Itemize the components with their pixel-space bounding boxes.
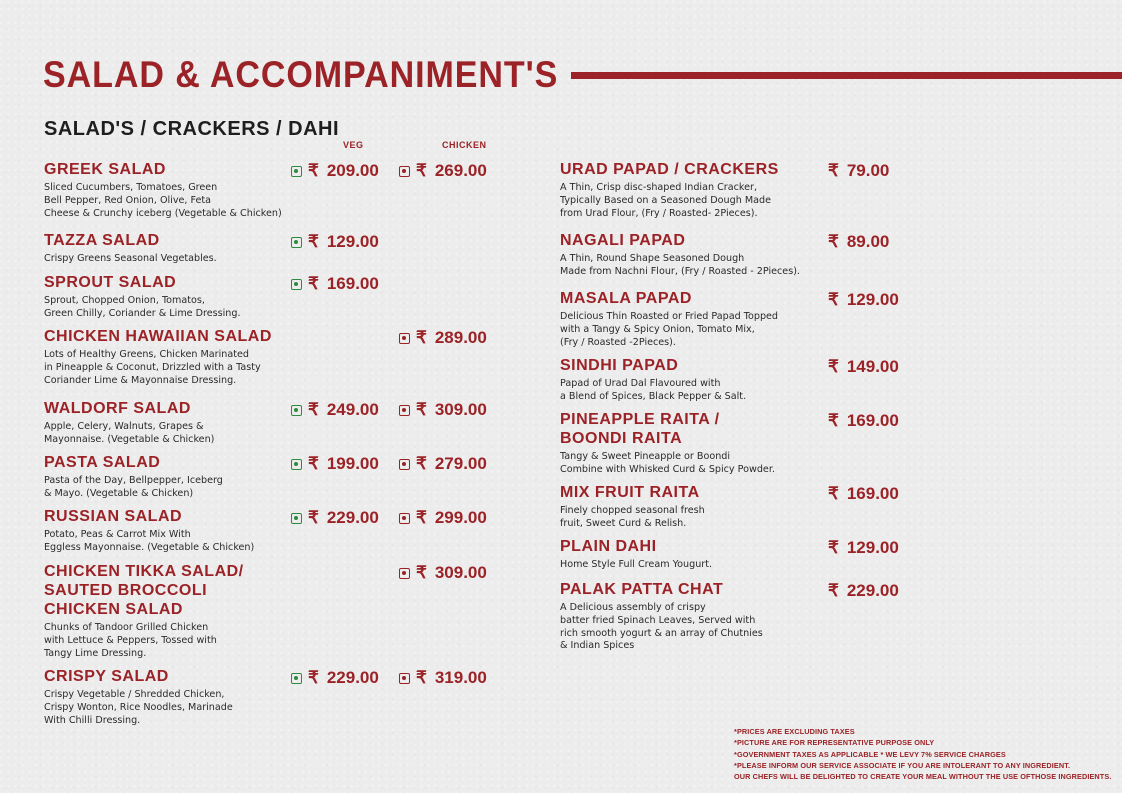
rupee-icon: ₹ bbox=[308, 454, 319, 473]
rupee-icon: ₹ bbox=[308, 508, 319, 527]
menu-item-name: WALDORF SALAD bbox=[44, 400, 191, 417]
rupee-icon: ₹ bbox=[416, 454, 427, 473]
veg-icon bbox=[291, 237, 302, 248]
menu-item bbox=[560, 231, 820, 279]
menu-item-name: PALAK PATTA CHAT bbox=[560, 581, 724, 598]
price-value: 209.00 bbox=[326, 161, 379, 180]
rupee-icon: ₹ bbox=[308, 274, 319, 293]
section-heading: SALAD'S / CRACKERS / DAHI bbox=[44, 118, 340, 140]
chicken-icon bbox=[399, 166, 410, 177]
chicken-price bbox=[399, 454, 487, 473]
price-value: 79.00 bbox=[846, 161, 890, 180]
rupee-icon: ₹ bbox=[308, 232, 319, 251]
footnote: OUR CHEFS WILL BE DELIGHTED TO CREATE YOUR MEAL WITHOUT THE USE OFTHOSE INGREDIENTS. bbox=[734, 772, 1112, 782]
rupee-icon: ₹ bbox=[828, 232, 839, 251]
rupee-icon: ₹ bbox=[416, 328, 427, 347]
price-value: 269.00 bbox=[434, 161, 487, 180]
menu-item-name: GREEK SALAD bbox=[44, 161, 166, 178]
footnote: *GOVERNMENT TAXES AS APPLICABLE * WE LEVY 7% SERVICE CHARGES bbox=[734, 749, 1006, 759]
menu-item-description: Home Style Full Cream Yougurt. bbox=[560, 559, 713, 570]
menu-item-name: RUSSIAN SALAD bbox=[44, 508, 183, 525]
price-value: 249.00 bbox=[326, 400, 379, 419]
veg-icon bbox=[291, 405, 302, 416]
menu-item-description: Potato, Peas & Carrot Mix With Eggless Mayonnaise. (Vegetable & Chicken) bbox=[44, 529, 255, 553]
menu-item bbox=[560, 580, 820, 653]
menu-item bbox=[44, 507, 294, 555]
price-value: 309.00 bbox=[434, 563, 487, 582]
menu-item-name: SPROUT SALAD bbox=[44, 274, 177, 291]
menu-item-name: MIX FRUIT RAITA bbox=[560, 484, 700, 501]
title-rule bbox=[571, 72, 1122, 79]
menu-item bbox=[44, 231, 294, 266]
price-value: 169.00 bbox=[326, 274, 379, 293]
menu-item bbox=[44, 327, 294, 387]
chicken-icon bbox=[399, 673, 410, 684]
chicken-price bbox=[399, 328, 487, 347]
veg-icon bbox=[291, 513, 302, 524]
menu-item-description: Tangy & Sweet Pineapple or Boondi Combine with Whisked Curd & Spicy Powder. bbox=[560, 451, 775, 475]
rupee-icon: ₹ bbox=[416, 668, 427, 687]
menu-item-description: Sliced Cucumbers, Tomatoes, Green Bell Pepper, Red Onion, Olive, Feta Cheese & Crunchy iceberg (Vegetable & Chicken) bbox=[44, 182, 282, 219]
footnote: *PLEASE INFORM OUR SERVICE ASSOCIATE IF YOU ARE INTOLERANT TO ANY INGREDIENT. bbox=[734, 760, 1071, 770]
veg-price bbox=[291, 454, 379, 473]
rupee-icon: ₹ bbox=[828, 538, 839, 557]
rupee-icon: ₹ bbox=[416, 400, 427, 419]
menu-item bbox=[44, 399, 294, 447]
chicken-icon bbox=[399, 568, 410, 579]
menu-item-description: Crispy Vegetable / Shredded Chicken, Crispy Wonton, Rice Noodles, Marinade With Chilli Dressing. bbox=[44, 689, 233, 726]
menu-item-description: Sprout, Chopped Onion, Tomatos, Green Chilly, Coriander & Lime Dressing. bbox=[44, 295, 241, 319]
menu-item bbox=[560, 356, 820, 404]
price-value: 229.00 bbox=[326, 508, 379, 527]
price-value: 149.00 bbox=[846, 357, 899, 376]
chicken-icon bbox=[399, 513, 410, 524]
veg-price bbox=[291, 668, 379, 687]
veg-price bbox=[291, 508, 379, 527]
menu-item-description: Finely chopped seasonal fresh fruit, Sweet Curd & Relish. bbox=[560, 505, 705, 529]
menu-item-description: Pasta of the Day, Bellpepper, Iceberg & Mayo. (Vegetable & Chicken) bbox=[44, 475, 223, 499]
rupee-icon: ₹ bbox=[308, 161, 319, 180]
chicken-price bbox=[399, 668, 487, 687]
menu-item bbox=[44, 273, 294, 321]
chicken-price bbox=[399, 400, 487, 419]
chicken-price bbox=[399, 508, 487, 527]
chicken-icon bbox=[399, 333, 410, 344]
menu-item bbox=[44, 160, 294, 220]
menu-item-description: Chunks of Tandoor Grilled Chicken with Lettuce & Peppers, Tossed with Tangy Lime Dressing. bbox=[44, 622, 217, 659]
menu-item bbox=[560, 160, 820, 220]
menu-item-description: Apple, Celery, Walnuts, Grapes & Mayonnaise. (Vegetable & Chicken) bbox=[44, 421, 215, 445]
price-value: 169.00 bbox=[846, 411, 899, 430]
menu-item-description: Delicious Thin Roasted or Fried Papad Topped with a Tangy & Spicy Onion, Tomato Mix, (Fry / Roasted -2Pieces). bbox=[560, 311, 779, 348]
price-value: 279.00 bbox=[434, 454, 487, 473]
item-price bbox=[828, 290, 899, 309]
chicken-icon bbox=[399, 405, 410, 416]
veg-price bbox=[291, 274, 379, 293]
price-value: 229.00 bbox=[846, 581, 899, 600]
veg-column-header: VEG bbox=[343, 140, 364, 150]
menu-item-description: A Thin, Crisp disc-shaped Indian Cracker, Typically Based on a Seasoned Dough Made from Urad Flour, (Fry / Roasted- 2Pieces). bbox=[560, 182, 772, 219]
footnotes bbox=[734, 726, 1111, 782]
veg-icon bbox=[291, 459, 302, 470]
menu-item-name: TAZZA SALAD bbox=[44, 232, 160, 249]
price-value: 129.00 bbox=[846, 290, 899, 309]
menu-item-name: CHICKEN TIKKA SALAD/ SAUTED BROCCOLI CHICKEN SALAD bbox=[44, 563, 244, 618]
menu-item bbox=[44, 562, 294, 660]
price-value: 289.00 bbox=[434, 328, 487, 347]
veg-price bbox=[291, 161, 379, 180]
menu-item-name: PLAIN DAHI bbox=[560, 538, 657, 555]
veg-icon bbox=[291, 279, 302, 290]
menu-item-description: A Delicious assembly of crispy batter fried Spinach Leaves, Served with rich smooth yogurt & an array of Chutnies & Indian Spices bbox=[560, 602, 763, 652]
rupee-icon: ₹ bbox=[828, 484, 839, 503]
menu-item-name: PINEAPPLE RAITA / BOONDI RAITA bbox=[560, 411, 720, 447]
rupee-icon: ₹ bbox=[828, 290, 839, 309]
menu-item bbox=[44, 667, 294, 727]
menu-item-name: CHICKEN HAWAIIAN SALAD bbox=[44, 328, 272, 345]
veg-price bbox=[291, 232, 379, 251]
chicken-column-header: CHICKEN bbox=[442, 140, 487, 150]
item-price bbox=[828, 161, 889, 180]
menu-item-name: MASALA PAPAD bbox=[560, 290, 692, 307]
veg-icon bbox=[291, 673, 302, 684]
price-value: 199.00 bbox=[326, 454, 379, 473]
menu-item-description: Crispy Greens Seasonal Vegetables. bbox=[44, 253, 217, 264]
price-value: 229.00 bbox=[326, 668, 379, 687]
menu-item-name: CRISPY SALAD bbox=[44, 668, 169, 685]
price-value: 319.00 bbox=[434, 668, 487, 687]
price-value: 169.00 bbox=[846, 484, 899, 503]
rupee-icon: ₹ bbox=[416, 161, 427, 180]
menu-item-name: URAD PAPAD / CRACKERS bbox=[560, 161, 779, 178]
veg-icon bbox=[291, 166, 302, 177]
rupee-icon: ₹ bbox=[416, 563, 427, 582]
chicken-icon bbox=[399, 459, 410, 470]
item-price bbox=[828, 357, 899, 376]
page-title: SALAD & ACCOMPANIMENT'S bbox=[43, 54, 559, 95]
chicken-price bbox=[399, 563, 487, 582]
rupee-icon: ₹ bbox=[308, 400, 319, 419]
menu-item bbox=[560, 289, 820, 349]
menu-item bbox=[560, 483, 820, 531]
menu-item bbox=[44, 453, 294, 501]
price-value: 129.00 bbox=[846, 538, 899, 557]
price-value: 129.00 bbox=[326, 232, 379, 251]
rupee-icon: ₹ bbox=[828, 357, 839, 376]
menu-item-description: Papad of Urad Dal Flavoured with a Blend of Spices, Black Pepper & Salt. bbox=[560, 378, 747, 402]
veg-price bbox=[291, 400, 379, 419]
item-price bbox=[828, 538, 899, 557]
menu-item-name: NAGALI PAPAD bbox=[560, 232, 686, 249]
menu-item bbox=[560, 537, 820, 572]
item-price bbox=[828, 484, 899, 503]
rupee-icon: ₹ bbox=[308, 668, 319, 687]
menu-item-name: SINDHI PAPAD bbox=[560, 357, 679, 374]
price-value: 89.00 bbox=[846, 232, 890, 251]
rupee-icon: ₹ bbox=[416, 508, 427, 527]
item-price bbox=[828, 411, 899, 430]
rupee-icon: ₹ bbox=[828, 161, 839, 180]
menu-item-name: PASTA SALAD bbox=[44, 454, 161, 471]
footnote: *PRICES ARE EXCLUDING TAXES bbox=[734, 727, 855, 736]
chicken-price bbox=[399, 161, 487, 180]
item-price bbox=[828, 232, 889, 251]
price-value: 299.00 bbox=[434, 508, 487, 527]
menu-item-description: Lots of Healthy Greens, Chicken Marinated in Pineapple & Coconut, Drizzled with a Tasty Coriander Lime & Mayonnaise Dressing. bbox=[44, 349, 261, 386]
item-price bbox=[828, 581, 899, 600]
rupee-icon: ₹ bbox=[828, 411, 839, 430]
footnote: *PICTURE ARE FOR REPRESENTATIVE PURPOSE ONLY bbox=[734, 738, 935, 748]
menu-item-description: A Thin, Round Shape Seasoned Dough Made from Nachni Flour, (Fry / Roasted - 2Pieces). bbox=[560, 253, 800, 277]
rupee-icon: ₹ bbox=[828, 581, 839, 600]
price-value: 309.00 bbox=[434, 400, 487, 419]
menu-item bbox=[560, 410, 820, 477]
